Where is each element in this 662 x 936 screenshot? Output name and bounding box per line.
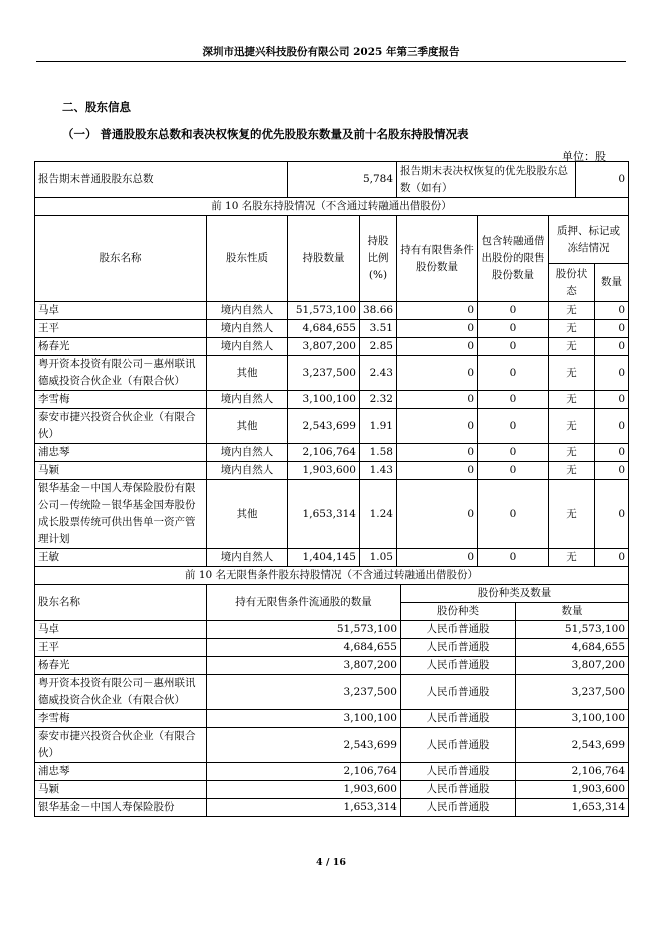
shareholding-qty: 2,543,699 [288,409,360,444]
pledge-status: 无 [549,409,595,444]
table-row [35,728,629,763]
pledge-count: 0 [595,462,629,480]
table-row [35,409,629,444]
shareholder-nature: 境内自然人 [207,549,288,567]
shareholder-nature: 其他 [207,480,288,549]
shareholding-qty: 1,903,600 [288,462,360,480]
shareholder-name: 粤开资本投资有限公司－惠州联讯德威投资合伙企业（有限合伙） [35,356,207,391]
unr-col-header-amount: 数量 [516,603,629,621]
table-row [35,480,629,549]
share-kind: 人民币普通股 [401,728,516,763]
restricted-shares: 0 [397,320,478,338]
unit-label: 单位：股 [562,150,606,163]
shareholder-name: 浦忠琴 [35,444,207,462]
share-amount: 4,684,655 [516,639,629,657]
lent-restricted-shares: 0 [478,302,549,320]
share-kind: 人民币普通股 [401,639,516,657]
table-row [35,763,629,781]
top10-title-row [35,198,629,216]
table-row [35,710,629,728]
lent-restricted-shares: 0 [478,462,549,480]
unrestricted-qty: 51,573,100 [207,621,401,639]
pledge-status: 无 [549,480,595,549]
shareholding-qty: 3,237,500 [288,356,360,391]
shareholder-name: 粤开资本投资有限公司－惠州联讯德威投资合伙企业（有限合伙） [35,675,207,710]
restricted-shares: 0 [397,462,478,480]
shareholder-name: 杨春光 [35,657,207,675]
unrestricted-header-row [35,585,629,603]
table-row [35,781,629,799]
shareholding-ratio: 1.91 [360,409,397,444]
top10-body [35,302,629,567]
unr-col-header-name: 股东名称 [35,585,207,621]
lent-restricted-shares: 0 [478,444,549,462]
shareholder-nature: 境内自然人 [207,338,288,356]
table-row [35,657,629,675]
subsection-title: （一） 普通股股东总数和表决权恢复的优先股股东数量及前十名股东持股情况表 [62,127,469,141]
unrestricted-body [35,621,629,817]
table-row [35,639,629,657]
table-row [35,799,629,817]
share-kind: 人民币普通股 [401,621,516,639]
col-header-count: 数量 [595,264,629,302]
col-header-lent: 包含转融通借出股份的限售股份数量 [478,216,549,302]
shareholding-qty: 3,100,100 [288,391,360,409]
share-kind: 人民币普通股 [401,675,516,710]
pledge-status: 无 [549,356,595,391]
shareholder-table [34,161,629,216]
unrestricted-qty: 1,903,600 [207,781,401,799]
col-header-status: 股份状态 [549,264,595,302]
table-row [35,621,629,639]
shareholder-name: 杨春光 [35,338,207,356]
pledge-status: 无 [549,338,595,356]
shareholding-qty: 1,404,145 [288,549,360,567]
share-amount: 3,237,500 [516,675,629,710]
lent-restricted-shares: 0 [478,338,549,356]
unr-col-header-kind-group: 股份种类及数量 [401,585,629,603]
unrestricted-qty: 2,543,699 [207,728,401,763]
shareholder-name: 马卓 [35,621,207,639]
shareholding-ratio: 1.05 [360,549,397,567]
pledge-status: 无 [549,444,595,462]
col-header-restricted: 持有有限售条件股份数量 [397,216,478,302]
pledge-count: 0 [595,444,629,462]
shareholder-name: 浦忠琴 [35,763,207,781]
restricted-shares: 0 [397,444,478,462]
share-kind: 人民币普通股 [401,710,516,728]
shareholding-ratio: 1.24 [360,480,397,549]
unrestricted-qty: 4,684,655 [207,639,401,657]
shareholding-ratio: 2.43 [360,356,397,391]
shareholder-nature: 其他 [207,409,288,444]
lent-restricted-shares: 0 [478,480,549,549]
share-amount: 1,903,600 [516,781,629,799]
shareholder-name: 王敏 [35,549,207,567]
report-header: 深圳市迅捷兴科技股份有限公司 2025 年第三季度报告 [202,46,460,58]
table-row [35,302,629,320]
pledge-status: 无 [549,302,595,320]
shareholder-nature: 境内自然人 [207,302,288,320]
shareholder-name: 王平 [35,639,207,657]
table-row [35,338,629,356]
share-kind: 人民币普通股 [401,799,516,817]
top10-title: 前 10 名股东持股情况（不含通过转融通出借股份） [35,198,629,216]
shareholder-table-wrapper [34,161,628,817]
summary-row [35,162,629,198]
col-header-pledge: 质押、标记或冻结情况 [549,216,629,264]
unrestricted-title: 前 10 名无限售条件股东持股情况（不含通过转融通出借股份） [35,567,629,585]
shareholding-qty: 4,684,655 [288,320,360,338]
pledge-count: 0 [595,356,629,391]
share-amount: 3,807,200 [516,657,629,675]
shareholder-name: 泰安市捷兴投资合伙企业（有限合伙） [35,409,207,444]
summary-section [35,162,629,216]
lent-restricted-shares: 0 [478,391,549,409]
share-kind: 人民币普通股 [401,657,516,675]
shareholder-name: 李雪梅 [35,391,207,409]
shareholder-nature: 其他 [207,356,288,391]
preferred-holders-value: 0 [576,162,629,198]
shareholding-qty: 2,106,764 [288,444,360,462]
pledge-status: 无 [549,462,595,480]
section-title: 二、股东信息 [62,100,131,114]
shareholder-nature: 境内自然人 [207,391,288,409]
restricted-shares: 0 [397,302,478,320]
table-row [35,356,629,391]
preferred-holders-label: 报告期末表决权恢复的优先股股东总数（如有） [397,162,576,198]
top10-table [34,215,629,567]
shareholding-ratio: 1.58 [360,444,397,462]
shareholding-qty: 3,807,200 [288,338,360,356]
shareholder-nature: 境内自然人 [207,444,288,462]
lent-restricted-shares: 0 [478,549,549,567]
col-header-nature: 股东性质 [207,216,288,302]
shareholder-name: 李雪梅 [35,710,207,728]
restricted-shares: 0 [397,391,478,409]
lent-restricted-shares: 0 [478,409,549,444]
share-amount: 1,653,314 [516,799,629,817]
unrestricted-qty: 3,237,500 [207,675,401,710]
unrestricted-title-row [35,567,629,585]
shareholding-ratio: 2.85 [360,338,397,356]
restricted-shares: 0 [397,480,478,549]
unrestricted-qty: 1,653,314 [207,799,401,817]
shareholder-name: 银华基金－中国人寿保险股份有限公司－传统险－银华基金国寿股份成长股票传统可供出售单一资产管理计划 [35,480,207,549]
table-row [35,462,629,480]
shareholder-nature: 境内自然人 [207,462,288,480]
restricted-shares: 0 [397,356,478,391]
unrestricted-qty: 3,100,100 [207,710,401,728]
pledge-count: 0 [595,391,629,409]
pledge-count: 0 [595,338,629,356]
total-holders-value: 5,784 [288,162,397,198]
total-holders-label: 报告期末普通股股东总数 [35,162,288,198]
lent-restricted-shares: 0 [478,356,549,391]
shareholder-name: 马卓 [35,302,207,320]
shareholding-ratio: 1.43 [360,462,397,480]
share-amount: 2,543,699 [516,728,629,763]
unrestricted-qty: 3,807,200 [207,657,401,675]
shareholder-name: 马颖 [35,781,207,799]
table-row [35,549,629,567]
shareholder-name: 银华基金－中国人寿保险股份 [35,799,207,817]
unrestricted-table [34,566,629,817]
pledge-status: 无 [549,549,595,567]
share-amount: 51,573,100 [516,621,629,639]
share-amount: 3,100,100 [516,710,629,728]
share-kind: 人民币普通股 [401,763,516,781]
col-header-name: 股东名称 [35,216,207,302]
shareholding-ratio: 2.32 [360,391,397,409]
share-amount: 2,106,764 [516,763,629,781]
table-row [35,444,629,462]
unr-col-header-qty: 持有无限售条件流通股的数量 [207,585,401,621]
pledge-count: 0 [595,480,629,549]
table-row [35,320,629,338]
table-row [35,391,629,409]
shareholding-qty: 51,573,100 [288,302,360,320]
pledge-count: 0 [595,320,629,338]
page-number: 4 / 16 [316,857,346,868]
restricted-shares: 0 [397,338,478,356]
pledge-status: 无 [549,391,595,409]
shareholder-name: 泰安市捷兴投资合伙企业（有限合伙） [35,728,207,763]
shareholding-ratio: 3.51 [360,320,397,338]
table-row [35,675,629,710]
unr-col-header-kind: 股份种类 [401,603,516,621]
restricted-shares: 0 [397,549,478,567]
header-divider [36,61,626,62]
shareholding-qty: 1,653,314 [288,480,360,549]
pledge-status: 无 [549,320,595,338]
unrestricted-qty: 2,106,764 [207,763,401,781]
col-header-qty: 持股数量 [288,216,360,302]
shareholder-name: 马颖 [35,462,207,480]
shareholder-nature: 境内自然人 [207,320,288,338]
pledge-count: 0 [595,409,629,444]
top10-header-row [35,216,629,264]
col-header-ratio: 持股比例(%) [360,216,397,302]
restricted-shares: 0 [397,409,478,444]
pledge-count: 0 [595,302,629,320]
shareholder-name: 王平 [35,320,207,338]
lent-restricted-shares: 0 [478,320,549,338]
shareholding-ratio: 38.66 [360,302,397,320]
pledge-count: 0 [595,549,629,567]
share-kind: 人民币普通股 [401,781,516,799]
